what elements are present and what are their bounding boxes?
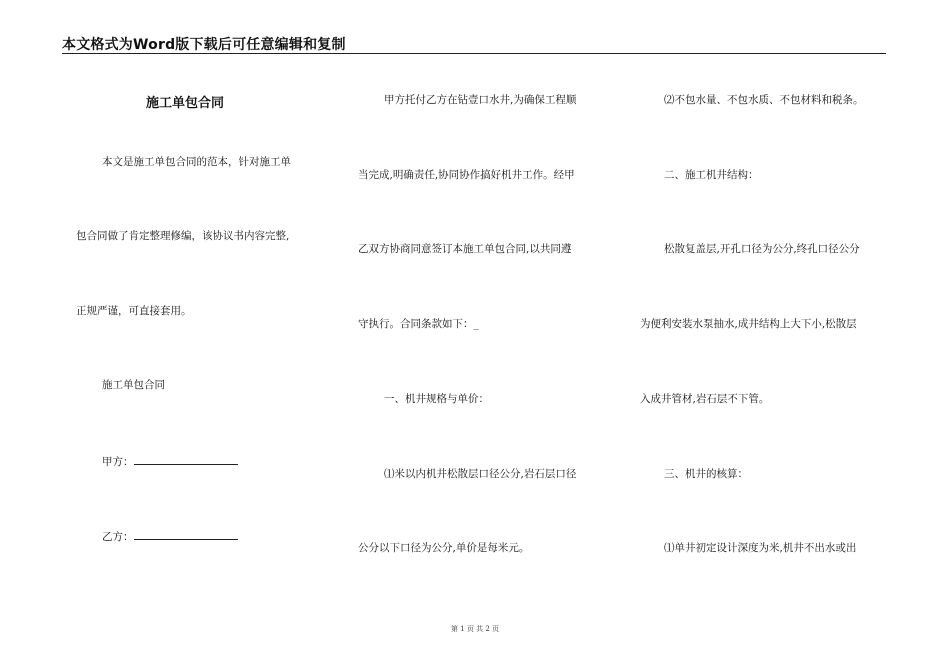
col3-line-1: ⑵不包水量、不包水质、不包材料和税条。: [664, 94, 864, 106]
section-2-heading: 二、施工机井结构：: [664, 169, 759, 181]
party-a-line: [102, 454, 238, 469]
col2-line-6: ⑴米以内机井松散层口径公分,岩石层口径: [384, 468, 577, 480]
col3-line-3: 松散复盖层,开孔口径为公分,终孔口径公分: [664, 243, 860, 255]
col2-line-2: 当完成,明确责任,协同协作搞好机井工作。经甲: [358, 169, 575, 181]
party-a-blank: [134, 454, 238, 465]
col2-line-4: 守执行。合同条款如下：_: [358, 318, 479, 330]
col3-line-4: 为便利安装水泵抽水,成井结构上大下小,松散层: [640, 318, 857, 330]
section-3-heading: 三、机井的核算：: [664, 468, 748, 480]
party-a-label: 甲方：: [102, 456, 134, 468]
col2-line-3: 乙双方协商同意签订本施工单包合同,以共同遵: [358, 243, 572, 255]
intro-line-2: 包合同做了肯定整理修编，该协议书内容完整,: [76, 230, 290, 242]
header-title: 本文格式为Word版下载后可任意编辑和复制: [62, 37, 346, 53]
section-1-heading: 一、机井规格与单价：: [384, 393, 489, 405]
col3-line-7: ⑴单井初定设计深度为米,机井不出水或出: [664, 542, 857, 554]
page-number: 第 1 页 共 2 页: [450, 625, 500, 633]
party-b-blank: [134, 529, 238, 540]
col2-line-1: 甲方托付乙方在钻壹口水井,为确保工程顺: [384, 94, 577, 106]
party-b-label: 乙方：: [102, 531, 134, 543]
party-b-line: [102, 529, 238, 544]
intro-line-1: 本文是施工单包合同的范本，针对施工单: [102, 156, 291, 168]
document-title: 施工单包合同: [146, 96, 225, 111]
col2-line-7: 公分以下口径为公分,单价是每米元。: [358, 542, 530, 554]
contract-subtitle: 施工单包合同: [102, 379, 165, 391]
header-divider: [62, 53, 886, 54]
col3-line-5: 入成井管材,岩石层不下管。: [640, 393, 770, 405]
intro-line-3: 正规严谨，可直接套用。: [76, 305, 192, 317]
